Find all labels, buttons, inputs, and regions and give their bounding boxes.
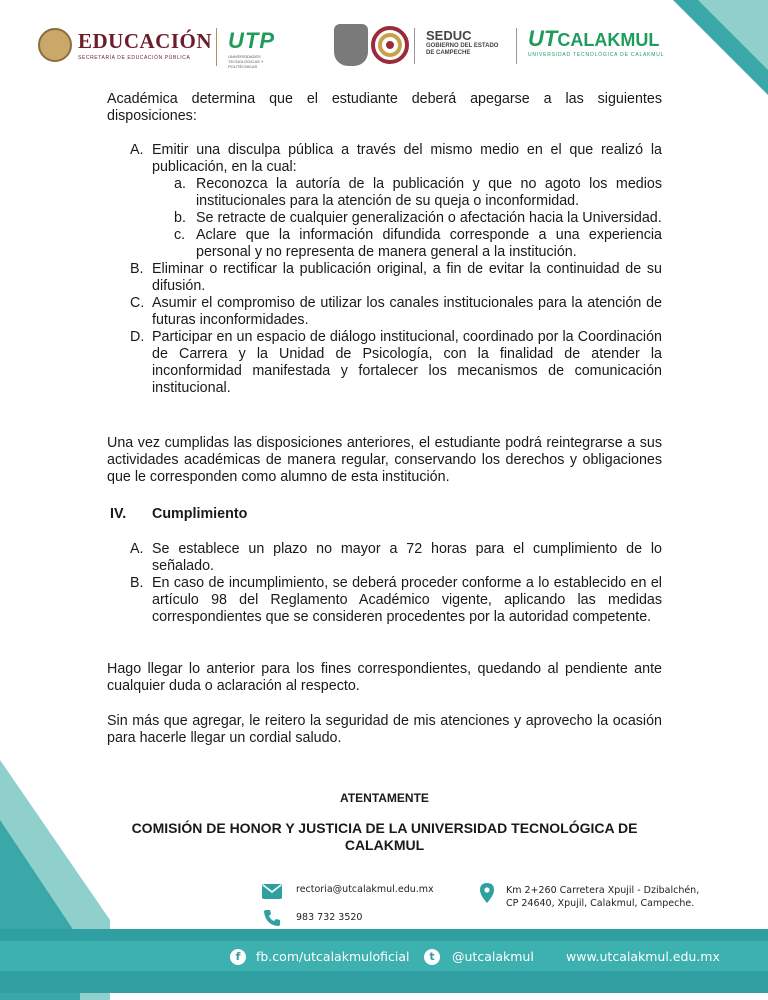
edu-title: EDUCACIÓN bbox=[78, 29, 213, 53]
seduc-logo bbox=[426, 28, 498, 57]
list-marker: B. bbox=[130, 261, 144, 277]
sub-list-item-text: Aclare que la información difundida corresponde a una experiencia personal y no representa de manera general a la institución. bbox=[196, 227, 662, 260]
list-item bbox=[130, 541, 662, 575]
list-item-text: Eliminar o rectificar la publicación original, a fin de evitar la continuidad de su difusión. bbox=[152, 261, 662, 294]
seduc-subtitle-1: GOBIERNO DEL ESTADO bbox=[426, 43, 499, 49]
list-item-text: Se establece un plazo no mayor a 72 horas para el cumplimiento de lo señalado. bbox=[152, 541, 662, 574]
disposition-list bbox=[130, 142, 662, 397]
seduc-title: SEDUC bbox=[426, 28, 472, 43]
list-item bbox=[130, 329, 662, 397]
corner-decoration-top-right-inner bbox=[698, 0, 768, 70]
edu-subtitle: SECRETARÍA DE EDUCACIÓN PÚBLICA bbox=[78, 55, 191, 61]
seduc-divider bbox=[414, 28, 415, 64]
list-marker: C. bbox=[130, 295, 145, 311]
contact-address-line2: CP 24640, Xpujil, Calakmul, Campeche. bbox=[506, 898, 695, 909]
facebook-link[interactable]: fb.com/utcalakmuloficial bbox=[256, 949, 410, 964]
reintegration-paragraph bbox=[107, 435, 662, 486]
location-pin-icon bbox=[480, 883, 494, 903]
list-marker: A. bbox=[130, 541, 144, 557]
reintegration-text: Una vez cumplidas las disposiciones anteriores, el estudiante podrá reintegrarse a sus actividades académicas de manera regular, conservando los derechos y obligaciones que le corresponden como alumno de esta institución. bbox=[107, 435, 662, 485]
facebook-icon: f bbox=[230, 949, 246, 965]
section-title: Cumplimiento bbox=[152, 506, 248, 522]
utp-subtitle: UNIVERSIDADES TECNOLÓGICAS Y POLITÉCNICAS bbox=[228, 54, 264, 69]
contact-email[interactable]: rectoria@utcalakmul.edu.mx bbox=[296, 884, 434, 895]
list-item-text: En caso de incumplimiento, se deberá proceder conforme a lo establecido en el artículo 98 del Reglamento Académico vigente, aplicando las medidas correspondientes que se consideren procedentes por la autoridad competente. bbox=[152, 575, 662, 625]
mexico-seal-icon bbox=[38, 28, 72, 62]
utp-logo bbox=[228, 28, 288, 69]
sub-list-marker: a. bbox=[174, 176, 186, 192]
commission-name-line1: COMISIÓN DE HONOR Y JUSTICIA DE LA UNIVERSIDAD TECNOLÓGICA DE bbox=[131, 820, 638, 836]
compliance-list bbox=[130, 541, 662, 626]
list-item bbox=[130, 210, 662, 227]
section-number: IV. bbox=[110, 506, 127, 522]
list-item bbox=[130, 261, 662, 295]
sub-list-item-text: Reconozca la autoría de la publicación y que no agoto los medios institucionales para la atención de su queja o inconformidad. bbox=[196, 176, 662, 209]
list-item-text: Emitir una disculpa pública a través del mismo medio en el que realizó la publicación, en la cual: bbox=[152, 142, 662, 175]
list-item-text: Participar en un espacio de diálogo institucional, coordinado por la Coordinación de Carrera y la Unidad de Psicología, con la finalidad de atender la inconformidad manifestada y fortalecer los mecanismos de comunicación institucional. bbox=[152, 329, 662, 396]
list-marker: A. bbox=[130, 142, 144, 158]
letterhead bbox=[38, 22, 668, 72]
list-marker: D. bbox=[130, 329, 145, 345]
seduc-subtitle-2: DE CAMPECHE bbox=[426, 50, 471, 56]
intro-paragraph bbox=[107, 91, 662, 125]
sep-educacion-logo bbox=[38, 28, 212, 62]
list-item bbox=[130, 295, 662, 329]
email-icon bbox=[262, 884, 282, 899]
commission-name-line2: CALAKMUL bbox=[344, 837, 425, 853]
list-item-text: Asumir el compromiso de utilizar los canales institucionales para la atención de futuras inconformidades. bbox=[152, 295, 662, 328]
closing-text-1: Hago llegar lo anterior para los fines correspondientes, quedando al pendiente ante cualquier duda o aclaración al respecto. bbox=[107, 661, 662, 694]
sub-list-item-text: Se retracte de cualquier generalización o afectación hacia la Universidad. bbox=[196, 210, 662, 226]
phone-icon bbox=[262, 908, 282, 928]
ut-title: UT bbox=[528, 26, 558, 51]
list-item bbox=[130, 176, 662, 210]
twitter-handle[interactable]: @utcalakmul bbox=[452, 949, 534, 964]
ut-divider bbox=[516, 28, 517, 64]
list-item bbox=[130, 227, 662, 261]
intro-text: Académica determina que el estudiante deberá apegarse a las siguientes disposiciones: bbox=[107, 91, 662, 124]
ut-calakmul-name: CALAKMUL bbox=[557, 30, 660, 50]
closing-paragraph-2 bbox=[107, 713, 662, 747]
contact-address-line1: Km 2+260 Carretera Xpujil - Dzibalchén, bbox=[506, 885, 700, 896]
ut-calakmul-logo bbox=[528, 26, 664, 58]
seduc-emblem-icon bbox=[371, 26, 409, 64]
ut-subtitle: UNIVERSIDAD TECNOLÓGICA DE CALAKMUL bbox=[528, 52, 665, 58]
list-item bbox=[130, 142, 662, 176]
sub-list-marker: b. bbox=[174, 210, 186, 226]
closing-paragraph-1 bbox=[107, 661, 662, 695]
list-marker: B. bbox=[130, 575, 144, 591]
list-item bbox=[130, 575, 662, 626]
closing-text-2: Sin más que agregar, le reitero la seguridad de mis atenciones y aprovecho la ocasión para hacerle llegar un cordial saludo. bbox=[107, 713, 662, 746]
utp-title: UTP bbox=[228, 28, 275, 53]
sub-list-marker: c. bbox=[174, 227, 186, 243]
website-link[interactable]: www.utcalakmul.edu.mx bbox=[566, 949, 720, 964]
campeche-crest-icon bbox=[334, 24, 368, 66]
twitter-icon: t bbox=[424, 949, 440, 965]
logo-divider bbox=[216, 28, 217, 66]
footer-bar bbox=[0, 929, 768, 993]
contact-phone: 983 732 3520 bbox=[296, 912, 363, 923]
atentamente-label: ATENTAMENTE bbox=[340, 791, 429, 805]
